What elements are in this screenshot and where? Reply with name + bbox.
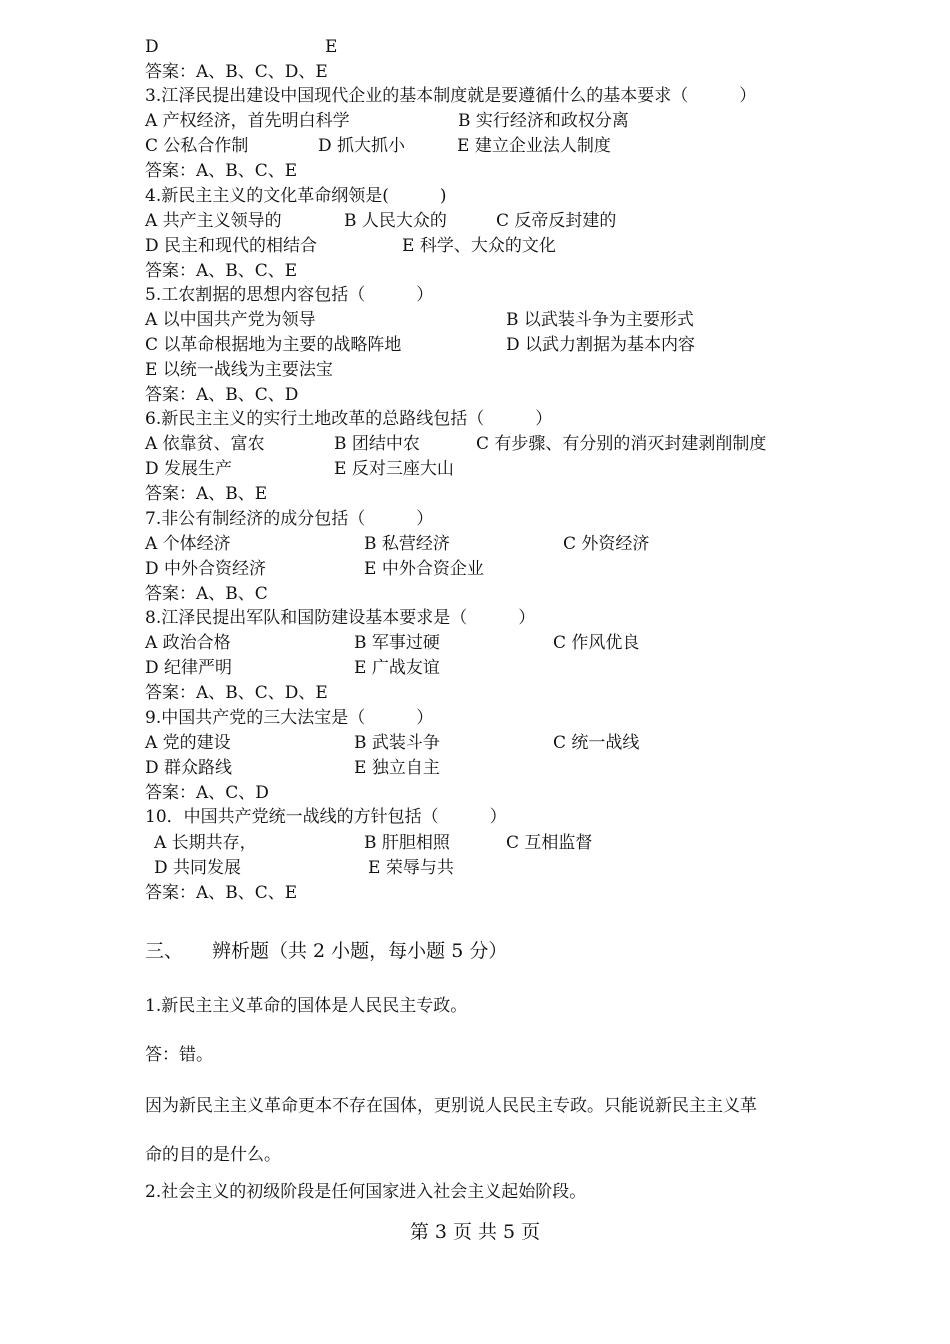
q9-option-b: B 武装斗争 — [354, 733, 440, 753]
q4-option-d: D 民主和现代的相结合 — [145, 236, 318, 256]
q7-question: 7.非公有制经济的成分包括（ ） — [145, 509, 434, 529]
q7-option-c: C 外资经济 — [563, 534, 650, 554]
s2-statement: 2.社会主义的初级阶段是任何国家进入社会主义起始阶段。 — [145, 1182, 587, 1202]
q3-option-a: A 产权经济，首先明白科学 — [145, 111, 350, 131]
q2-option-e: E — [325, 37, 338, 57]
s1-explanation-line-1: 因为新民主主义革命更本不存在国体，更别说人民民主专政。只能说新民主主义革 — [145, 1096, 757, 1116]
q4-answer: 答案：A、B、C、E — [145, 261, 298, 281]
q5-question: 5.工农割据的思想内容包括（ ） — [145, 285, 434, 305]
q8-option-d: D 纪律严明 — [145, 658, 233, 678]
q8-option-e: E 广战友谊 — [354, 658, 440, 678]
q9-question: 9.中国共产党的三大法宝是（ ） — [145, 708, 434, 728]
q3-question: 3.江泽民提出建设中国现代企业的基本制度就是要遵循什么的基本要求（ ） — [145, 86, 757, 106]
q5-option-e: E 以统一战线为主要法宝 — [145, 360, 333, 380]
q5-option-b: B 以武装斗争为主要形式 — [506, 310, 694, 330]
q8-option-c: C 作风优良 — [553, 633, 640, 653]
q3-answer: 答案：A、B、C、E — [145, 161, 298, 181]
q6-option-e: E 反对三座大山 — [334, 459, 454, 479]
q6-option-d: D 发展生产 — [145, 459, 233, 479]
q8-option-a: A 政治合格 — [145, 633, 231, 653]
q4-option-e: E 科学、大众的文化 — [402, 236, 556, 256]
q3-option-e: E 建立企业法人制度 — [457, 136, 611, 156]
q9-option-e: E 独立自主 — [354, 758, 440, 778]
q5-option-a: A 以中国共产党为领导 — [145, 310, 316, 330]
q6-option-b: B 团结中农 — [334, 434, 420, 454]
q4-question: 4.新民主主义的文化革命纲领是( ) — [145, 186, 447, 206]
section-title: 辨析题（共 2 小题，每小题 5 分） — [212, 940, 508, 962]
q9-option-a: A 党的建设 — [145, 733, 231, 753]
q4-option-a: A 共产主义领导的 — [145, 211, 282, 231]
q10-option-c: C 互相监督 — [506, 833, 593, 853]
q10-option-a: A 长期共存， — [154, 833, 257, 853]
q6-option-c: C 有步骤、有分别的消灭封建剥削制度 — [476, 434, 767, 454]
q6-answer: 答案：A、B、E — [145, 484, 268, 504]
q8-question: 8.江泽民提出军队和国防建设基本要求是（ ） — [145, 608, 536, 628]
q10-option-e: E 荣辱与共 — [368, 858, 454, 878]
q8-option-b: B 军事过硬 — [354, 633, 440, 653]
q9-option-c: C 统一战线 — [553, 733, 640, 753]
q3-option-c: C 公私合作制 — [145, 136, 249, 156]
q3-option-d: D 抓大抓小 — [318, 136, 406, 156]
q10-answer: 答案：A、B、C、E — [145, 883, 298, 903]
q4-option-c: C 反帝反封建的 — [496, 211, 617, 231]
q7-option-b: B 私营经济 — [364, 534, 450, 554]
q9-option-d: D 群众路线 — [145, 758, 233, 778]
q10-question: 10．中国共产党统一战线的方针包括（ ） — [145, 807, 507, 827]
q3-option-b: B 实行经济和政权分离 — [458, 111, 629, 131]
s1-statement: 1.新民主主义革命的国体是人民民主专政。 — [145, 996, 468, 1016]
q5-answer: 答案：A、B、C、D — [145, 385, 299, 405]
q7-option-d: D 中外合资经济 — [145, 559, 267, 579]
q5-option-c: C 以革命根据地为主要的战略阵地 — [145, 335, 402, 355]
q7-answer: 答案：A、B、C — [145, 584, 268, 604]
s1-answer: 答：错。 — [145, 1045, 213, 1065]
page-number: 第 3 页 共 5 页 — [409, 1221, 541, 1243]
section-number: 三、 — [145, 940, 184, 962]
q2-option-d: D — [145, 37, 159, 57]
q7-option-e: E 中外合资企业 — [364, 559, 484, 579]
q6-option-a: A 依靠贫、富农 — [145, 434, 265, 454]
q7-option-a: A 个体经济 — [145, 534, 231, 554]
s1-explanation-line-2: 命的目的是什么。 — [145, 1145, 281, 1165]
q10-option-d: D 共同发展 — [154, 858, 242, 878]
q9-answer: 答案：A、C、D — [145, 783, 269, 803]
q4-option-b: B 人民大众的 — [344, 211, 447, 231]
q5-option-d: D 以武力割据为基本内容 — [506, 335, 696, 355]
q10-option-b: B 肝胆相照 — [364, 833, 450, 853]
q8-answer: 答案：A、B、C、D、E — [145, 683, 328, 703]
q6-question: 6.新民主主义的实行土地改革的总路线包括（ ） — [145, 409, 553, 429]
q2-answer: 答案：A、B、C、D、E — [145, 62, 328, 82]
